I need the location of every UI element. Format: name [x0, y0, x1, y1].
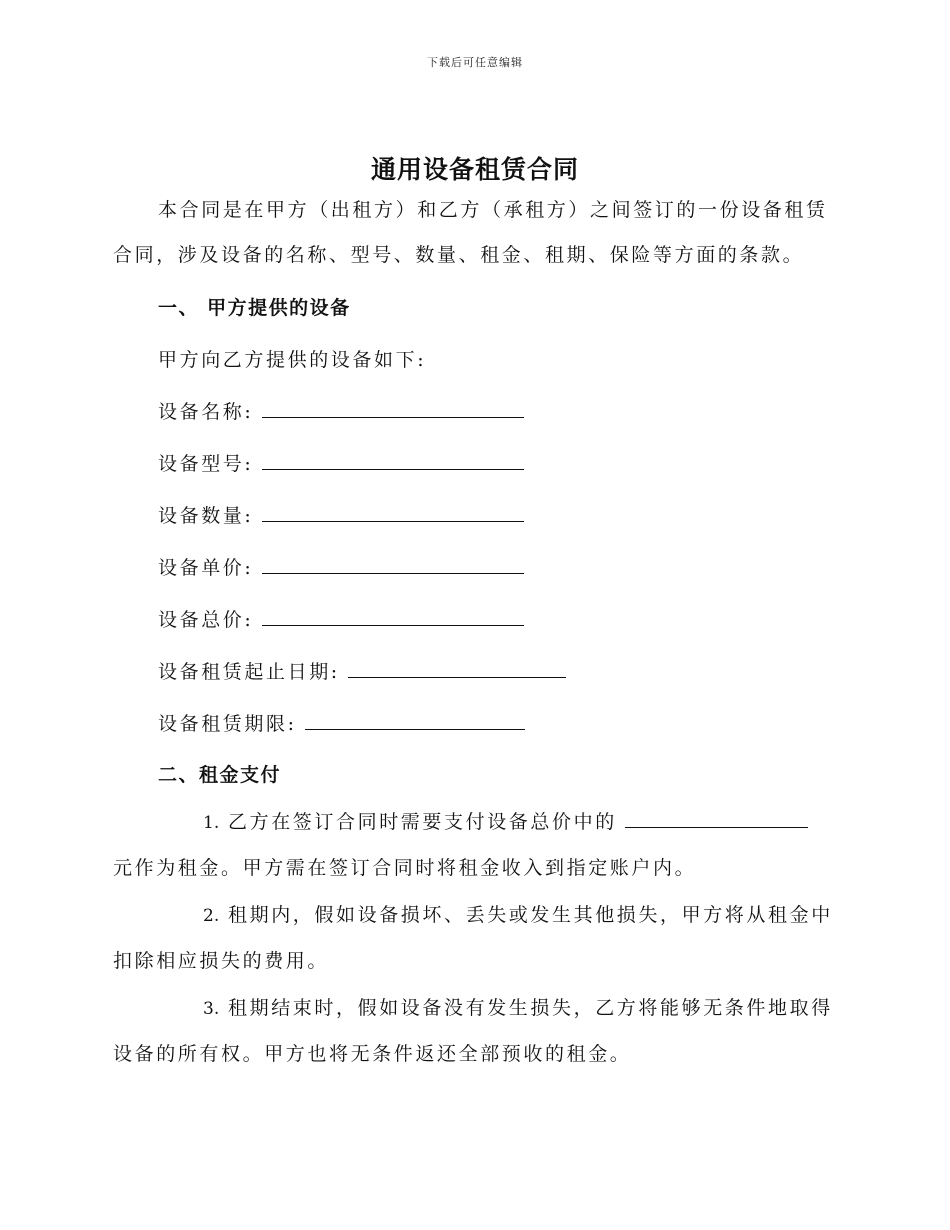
item-number: 3. [203, 999, 220, 1019]
blank-line[interactable] [262, 455, 524, 470]
field-equipment-total-price [158, 605, 524, 632]
blank-line[interactable] [305, 715, 525, 730]
field-label: 设备单价: [158, 557, 254, 579]
blank-line[interactable] [348, 663, 566, 678]
item-text: 租期结束时，假如设备没有发生损失，乙方将能够无条件地取得设备的所有权。甲方也将无条件返还全部预收的租金。 [113, 997, 833, 1065]
item-text-before: 乙方在签订合同时需要支付设备总价中的 [228, 811, 617, 833]
section1-lead: 甲方向乙方提供的设备如下: [158, 349, 427, 371]
field-lease-dates [158, 657, 566, 684]
blank-line[interactable] [262, 507, 524, 522]
field-label: 设备租赁期限: [158, 713, 297, 735]
section1-heading: 一、 甲方提供的设备 [158, 297, 351, 319]
field-equipment-quantity [158, 501, 524, 528]
rent-item-2 [113, 893, 833, 984]
field-equipment-unit-price [158, 553, 524, 580]
field-equipment-name [158, 397, 524, 424]
field-label: 设备数量: [158, 505, 254, 527]
intro-paragraph: 本合同是在甲方（出租方）和乙方（承租方）之间签订的一份设备租赁合同，涉及设备的名称、型号、数量、租金、租期、保险等方面的条款。 [113, 199, 828, 266]
blank-line[interactable] [262, 403, 524, 418]
field-label: 设备名称: [158, 401, 254, 423]
rent-item-3 [113, 986, 833, 1077]
document-title: 通用设备租赁合同 [370, 155, 579, 184]
item-number: 1. [203, 813, 220, 833]
field-label: 设备总价: [158, 609, 254, 631]
blank-line[interactable] [262, 559, 524, 574]
item-number: 2. [203, 906, 220, 926]
rent-item-1 [113, 800, 833, 891]
field-equipment-model [158, 449, 524, 476]
blank-line[interactable] [262, 611, 524, 626]
item-text: 租期内，假如设备损坏、丢失或发生其他损失，甲方将从租金中扣除相应损失的费用。 [113, 904, 833, 972]
field-label: 设备型号: [158, 453, 254, 475]
field-lease-term [158, 709, 525, 736]
section2-heading: 二、租金支付 [158, 764, 282, 786]
header-note: 下载后可任意编辑 [427, 56, 523, 69]
field-label: 设备租赁起止日期: [158, 661, 340, 683]
blank-line[interactable] [625, 813, 808, 828]
item-text-after: 元作为租金。甲方需在签订合同时将租金收入到指定账户内。 [113, 857, 697, 879]
